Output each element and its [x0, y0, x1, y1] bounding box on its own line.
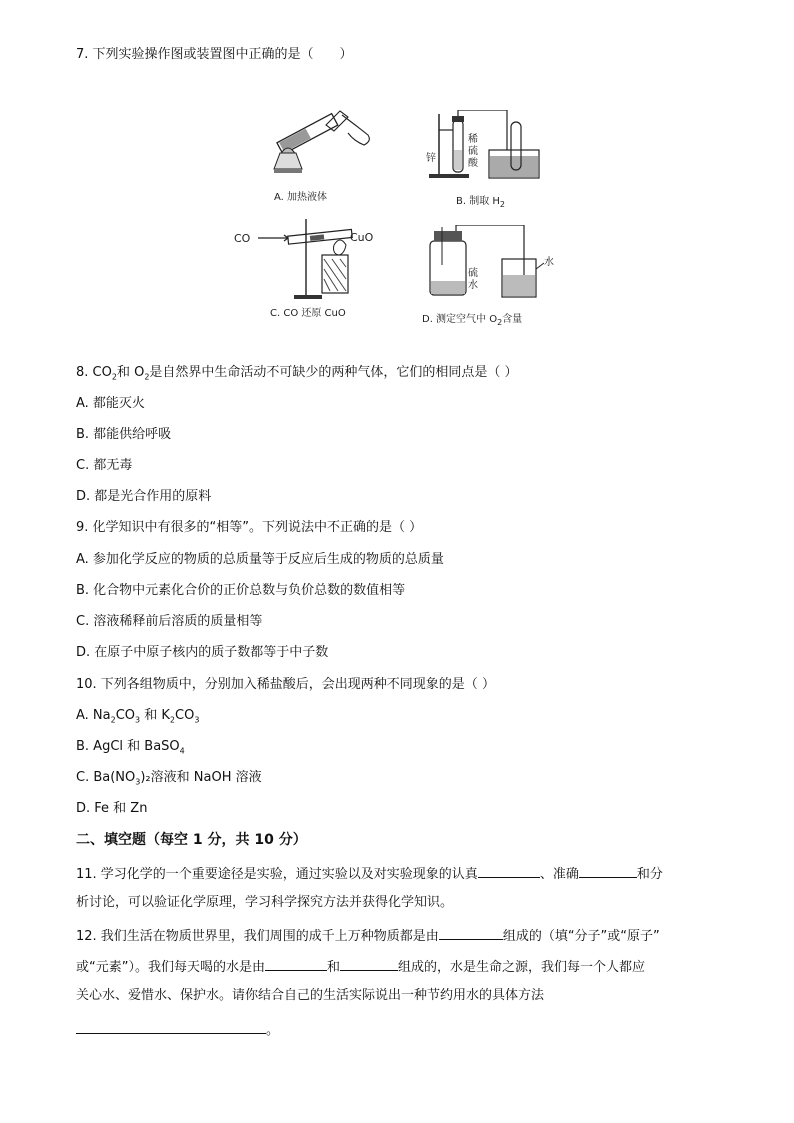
q8-option-c: C. 都无毒	[76, 458, 133, 473]
figure-b-acid-label-3: 酸	[468, 158, 478, 169]
q12-blank-4[interactable]	[76, 1019, 266, 1034]
q11-line-2: 析讨论，可以验证化学原理，学习科学探究方法并获得化学知识。	[76, 895, 454, 910]
q12-blank-2[interactable]	[265, 956, 327, 971]
q8-option-b: B. 都能供给呼吸	[76, 427, 172, 442]
q12-line-3: 关心水、爱惜水、保护水。请你结合自己的生活实际说出一种节约用水的具体方法	[76, 988, 545, 1003]
figure-d-label-water-1: 水	[468, 280, 478, 291]
q10-stem: 10. 下列各组物质中，分别加入稀盐酸后，会出现两种不同现象的是（ ）	[76, 677, 495, 692]
figure-b-zinc-label: 锌	[426, 153, 436, 164]
figure-b-caption: B. 制取 $H_2$	[456, 196, 506, 209]
figure-d-label-water-2: 水	[544, 257, 554, 268]
q9-option-a: A. 参加化学反应的物质的总质量等于反应后生成的物质的总质量	[76, 552, 444, 567]
q11-blank-1[interactable]	[478, 863, 540, 878]
q8-option-d: D. 都是光合作用的原料	[76, 489, 212, 504]
figure-d-caption: D. 测定空气中 $O_2$含量	[422, 314, 523, 327]
q7-stem: 7. 下列实验操作图或装置图中正确的是（ ）	[76, 47, 353, 62]
figure-a-heating-liquid	[268, 105, 378, 185]
q9-stem: 9. 化学知识中有很多的“相等”。下列说法中不正确的是（ ）	[76, 520, 423, 535]
figure-c-co-reduction	[258, 215, 378, 305]
q12-line-4: 。	[76, 1019, 279, 1040]
figure-d-label-sulfur: 硫	[468, 268, 478, 279]
q8-option-a: A. 都能灭火	[76, 396, 145, 411]
figure-b-hydrogen-apparatus	[425, 110, 545, 184]
q12-line-1: 12. 我们生活在物质世界里，我们周围的成千上万种物质都是由 组成的（填“分子”或“原子”	[76, 925, 660, 946]
q12-blank-1[interactable]	[439, 925, 503, 940]
q11-blank-2[interactable]	[579, 863, 637, 878]
q9-option-c: C. 溶液稀释前后溶质的质量相等	[76, 614, 263, 629]
q10-option-a: A. $Na_2CO_3$ 和 $K_2CO_3$	[76, 708, 200, 725]
q9-option-b: B. 化合物中元素化合价的正价总数与负价总数的数值相等	[76, 583, 406, 598]
figure-a-caption: A. 加热液体	[274, 192, 328, 203]
q10-option-b: B. AgCl 和 BaSO$_4$	[76, 739, 185, 756]
q8-stem: 8. $CO_2$和 $O_2$是自然界中生命活动不可缺少的两种气体，它们的相同点是（ ）	[76, 365, 518, 382]
figure-b-acid-label-1: 稀	[468, 134, 478, 145]
section-2-title: 二、填空题（每空 1 分，共 10 分）	[76, 832, 307, 848]
figure-b-acid-label-2: 硫	[468, 146, 478, 157]
figure-c-co-label: CO	[234, 232, 251, 245]
figure-d-oxygen-measurement	[424, 225, 554, 303]
q10-option-c: C. $Ba(NO_3)_2$溶液和 NaOH 溶液	[76, 770, 262, 787]
q10-option-d: D. Fe 和 Zn	[76, 801, 148, 816]
q11-line-1: 11. 学习化学的一个重要途径是实验，通过实验以及对实验现象的认真 、准确 和分	[76, 863, 663, 884]
q9-option-d: D. 在原子中原子核内的质子数都等于中子数	[76, 645, 329, 660]
q12-blank-3[interactable]	[340, 956, 398, 971]
figure-c-cuo-label: CuO	[350, 231, 374, 244]
q12-line-2: 或“元素”）。我们每天喝的水是由 和 组成的，水是生命之源，我们每一个人都应	[76, 956, 645, 977]
figure-c-caption: C. CO 还原 CuO	[270, 308, 346, 319]
